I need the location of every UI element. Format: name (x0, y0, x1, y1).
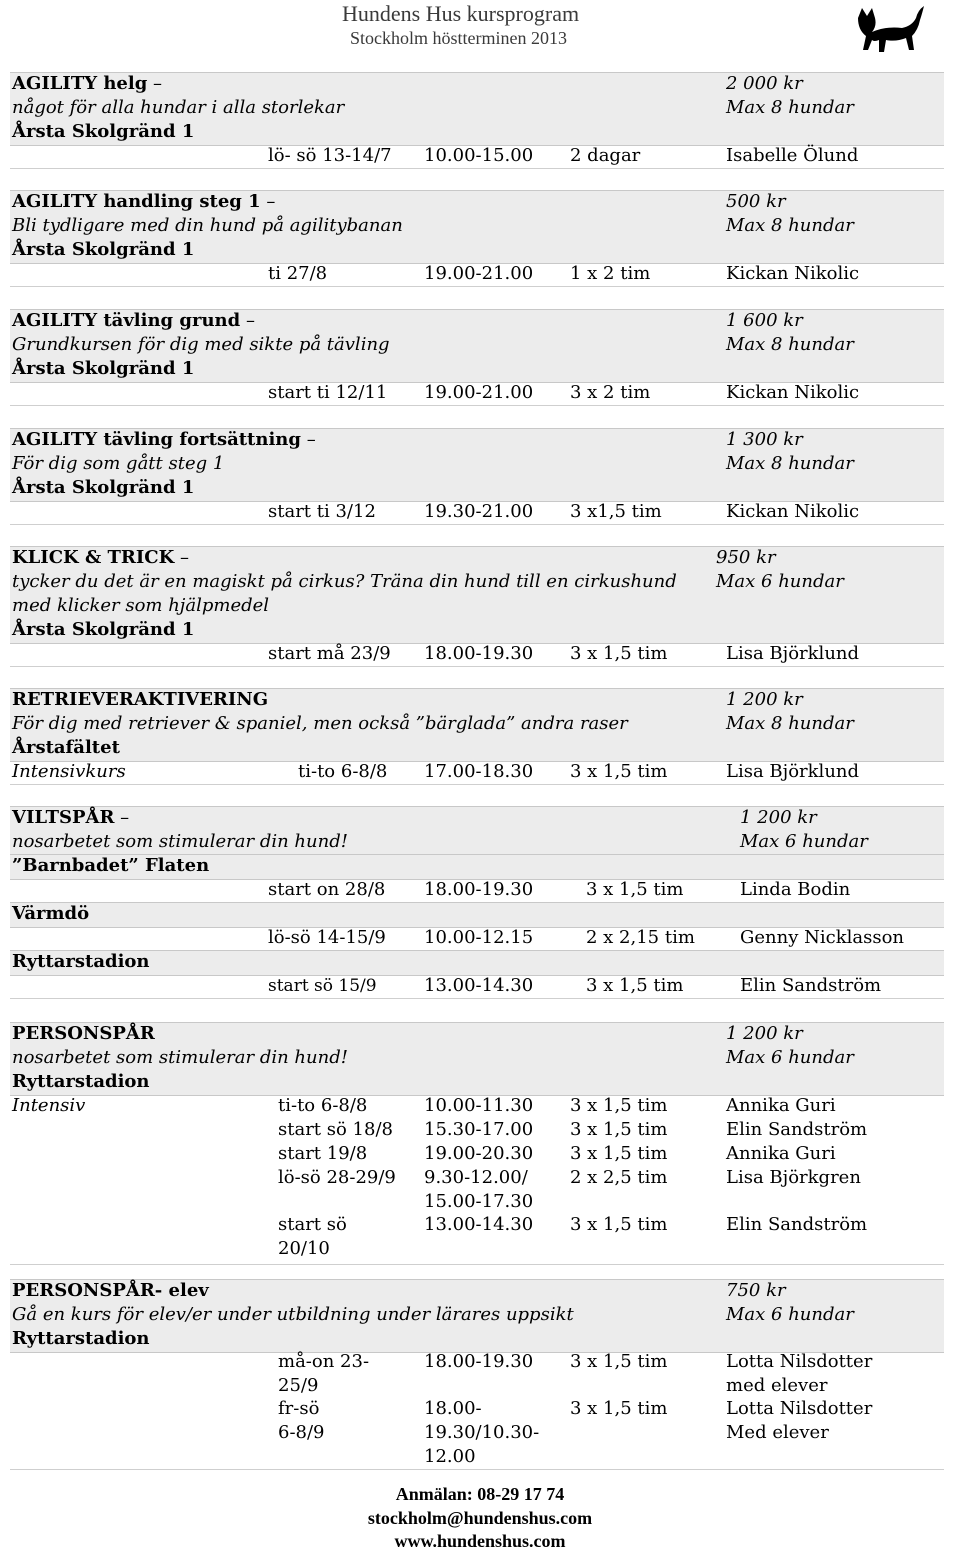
schedule-teacher: Annika Guri (726, 1143, 836, 1164)
schedule-time: 10.00-11.30 (424, 1095, 534, 1116)
schedule-time: 18.00-19.30 (424, 643, 534, 664)
schedule-length: 3 x 1,5 tim (570, 1095, 668, 1116)
course-max-dogs: Max 6 hundar (726, 1047, 854, 1068)
course-description: tycker du det är en magiskt på cirkus? Träna din hund till en cirkushund (12, 571, 677, 592)
schedule-teacher: Elin Sandström (726, 1119, 868, 1140)
course-location: ”Barnbadet” Flaten (12, 855, 210, 876)
schedule-time: 19.00-21.00 (424, 382, 534, 403)
schedule-teacher: Genny Nicklasson (740, 927, 904, 948)
course-title: AGILITY tävling fortsättning (12, 429, 301, 450)
schedule-teacher: Isabelle Ölund (726, 145, 859, 166)
schedule-teacher-cont: Med elever (726, 1422, 829, 1443)
course-description: Grundkursen för dig med sikte på tävling (12, 334, 390, 355)
schedule-teacher: Lotta Nilsdotter (726, 1351, 873, 1372)
schedule-label: Intensivkurs (12, 761, 126, 782)
footer-email[interactable]: stockholm@hundenshus.com (367, 1508, 593, 1528)
schedule-date: start ti 12/11 (268, 382, 388, 403)
course-price: 1 200 kr (740, 807, 817, 828)
course-description: Bli tydligare med din hund på agilitybanan (12, 215, 403, 236)
schedule-length: 3 x 1,5 tim (570, 761, 668, 782)
schedule-time: 15.30-17.00 (424, 1119, 534, 1140)
schedule-length: 3 x 1,5 tim (586, 975, 684, 996)
course-title: PERSONSPÅR (12, 1023, 155, 1044)
schedule-length: 3 x1,5 tim (570, 501, 662, 522)
schedule-date: start sö 18/8 (278, 1119, 393, 1140)
course-description: nosarbetet som stimulerar din hund! (12, 1047, 348, 1068)
schedule-date: start ti 3/12 (268, 501, 376, 522)
schedule-time: 19.00-20.30 (424, 1143, 534, 1164)
course-max-dogs: Max 8 hundar (726, 334, 854, 355)
schedule-date: start 19/8 (278, 1143, 368, 1164)
course-location: Årstafältet (12, 737, 120, 758)
schedule-teacher: Linda Bodin (740, 879, 851, 900)
schedule-date: lö-sö 14-15/9 (268, 927, 386, 948)
schedule-length: 3 x 1,5 tim (570, 1214, 668, 1235)
schedule-time: 18.00-19.30 (424, 1351, 534, 1372)
schedule-time-cont: 19.30/10.30- (424, 1422, 540, 1443)
footer-website[interactable]: www.hundenshus.com (394, 1531, 566, 1551)
schedule-length: 2 x 2,5 tim (570, 1167, 668, 1188)
schedule-length: 2 x 2,15 tim (586, 927, 695, 948)
schedule-date: fr-sö (278, 1398, 320, 1419)
schedule-length: 1 x 2 tim (570, 263, 651, 284)
schedule-date: ti 27/8 (268, 263, 328, 284)
course-price: 1 300 kr (726, 429, 803, 450)
schedule-teacher: Lisa Björklund (726, 643, 860, 664)
course-max-dogs: Max 6 hundar (726, 1304, 854, 1325)
course-description: För dig med retriever & spaniel, men också ”bärglada” andra raser (12, 713, 628, 734)
schedule-time: 18.00- (424, 1398, 482, 1419)
page-header (0, 0, 960, 56)
page-subtitle: Stockholm höstterminen 2013 (350, 28, 567, 48)
course-location: Ryttarstadion (12, 1328, 150, 1349)
course-price: 1 200 kr (726, 689, 803, 710)
course-description: nosarbetet som stimulerar din hund! (12, 831, 348, 852)
course-title: PERSONSPÅR- elev (12, 1280, 209, 1301)
cat-logo-icon (852, 2, 928, 58)
schedule-teacher: Lisa Björklund (726, 761, 860, 782)
course-location: Årsta Skolgränd 1 (12, 619, 195, 640)
schedule-length: 2 dagar (570, 145, 641, 166)
course-title: RETRIEVERAKTIVERING (12, 689, 269, 710)
course-title: KLICK & TRICK (12, 547, 175, 568)
schedule-teacher: Annika Guri (726, 1095, 836, 1116)
footer-signup: Anmälan: 08-29 17 74 (395, 1484, 565, 1504)
page-title: Hundens Hus kursprogram (342, 1, 580, 26)
course-max-dogs: Max 8 hundar (726, 215, 854, 236)
course-title: VILTSPÅR (12, 807, 115, 828)
schedule-length: 3 x 1,5 tim (586, 879, 684, 900)
course-max-dogs: Max 8 hundar (726, 97, 854, 118)
schedule-teacher: Kickan Nikolic (726, 263, 860, 284)
schedule-teacher-cont: med elever (726, 1375, 828, 1396)
schedule-date-cont: 20/10 (278, 1238, 330, 1259)
course-price: 500 kr (726, 191, 786, 212)
schedule-teacher: Lisa Björkgren (726, 1167, 861, 1188)
schedule-time: 19.00-21.00 (424, 263, 534, 284)
course-price: 750 kr (726, 1280, 786, 1301)
course-location: Ryttarstadion (12, 951, 150, 972)
course-location: Ryttarstadion (12, 1071, 150, 1092)
schedule-length: 3 x 1,5 tim (570, 1351, 668, 1372)
course-max-dogs: Max 8 hundar (726, 453, 854, 474)
schedule-teacher: Kickan Nikolic (726, 501, 860, 522)
schedule-time: 10.00-15.00 (424, 145, 534, 166)
schedule-date: lö-sö 28-29/9 (278, 1167, 396, 1188)
schedule-date: ti-to 6-8/8 (278, 1095, 368, 1116)
schedule-date: start må 23/9 (268, 643, 391, 664)
schedule-label: Intensiv (12, 1095, 86, 1116)
course-location: Årsta Skolgränd 1 (12, 358, 195, 379)
course-price: 950 kr (716, 547, 776, 568)
schedule-time: 17.00-18.30 (424, 761, 534, 782)
schedule-date: må-on 23- (278, 1351, 370, 1372)
schedule-teacher: Kickan Nikolic (726, 382, 860, 403)
schedule-date: start sö 15/9 (268, 976, 377, 996)
schedule-date: ti-to 6-8/8 (298, 761, 388, 782)
schedule-teacher: Lotta Nilsdotter (726, 1398, 873, 1419)
course-price: 1 600 kr (726, 310, 803, 331)
course-description: något för alla hundar i alla storlekar (12, 97, 345, 118)
schedule-time: 19.30-21.00 (424, 501, 534, 522)
course-title: AGILITY helg (12, 73, 148, 94)
schedule-time: 13.00-14.30 (424, 975, 534, 996)
schedule-length: 3 x 1,5 tim (570, 643, 668, 664)
schedule-length: 3 x 1,5 tim (570, 1398, 668, 1419)
course-location: Årsta Skolgränd 1 (12, 477, 195, 498)
schedule-time: 9.30-12.00/ (424, 1167, 528, 1188)
course-max-dogs: Max 6 hundar (716, 571, 844, 592)
schedule-time: 18.00-19.30 (424, 879, 534, 900)
schedule-teacher: Elin Sandström (726, 1214, 868, 1235)
course-location: Årsta Skolgränd 1 (12, 121, 195, 142)
schedule-length: 3 x 1,5 tim (570, 1119, 668, 1140)
schedule-date: start sö (278, 1214, 347, 1235)
schedule-time-cont: 12.00 (424, 1446, 476, 1467)
schedule-length: 3 x 2 tim (570, 382, 651, 403)
course-description-cont: med klicker som hjälpmedel (12, 595, 270, 616)
course-price: 2 000 kr (726, 73, 803, 94)
schedule-teacher: Elin Sandström (740, 975, 882, 996)
course-description: Gå en kurs för elev/er under utbildning under lärares uppsikt (12, 1304, 574, 1325)
course-description: För dig som gått steg 1 (12, 453, 225, 474)
schedule-time: 10.00-12.15 (424, 927, 534, 948)
schedule-date: lö- sö 13-14/7 (268, 145, 392, 166)
schedule-time-cont: 15.00-17.30 (424, 1191, 534, 1212)
course-title: AGILITY handling steg 1 (12, 191, 261, 212)
schedule-date-cont: 6-8/9 (278, 1422, 325, 1443)
course-title: AGILITY tävling grund (12, 310, 241, 331)
schedule-date: start on 28/8 (268, 879, 386, 900)
course-max-dogs: Max 8 hundar (726, 713, 854, 734)
course-max-dogs: Max 6 hundar (740, 831, 868, 852)
course-location: Årsta Skolgränd 1 (12, 239, 195, 260)
schedule-time: 13.00-14.30 (424, 1214, 534, 1235)
schedule-length: 3 x 1,5 tim (570, 1143, 668, 1164)
schedule-date-cont: 25/9 (278, 1375, 319, 1396)
course-price: 1 200 kr (726, 1023, 803, 1044)
course-location: Värmdö (12, 903, 90, 924)
